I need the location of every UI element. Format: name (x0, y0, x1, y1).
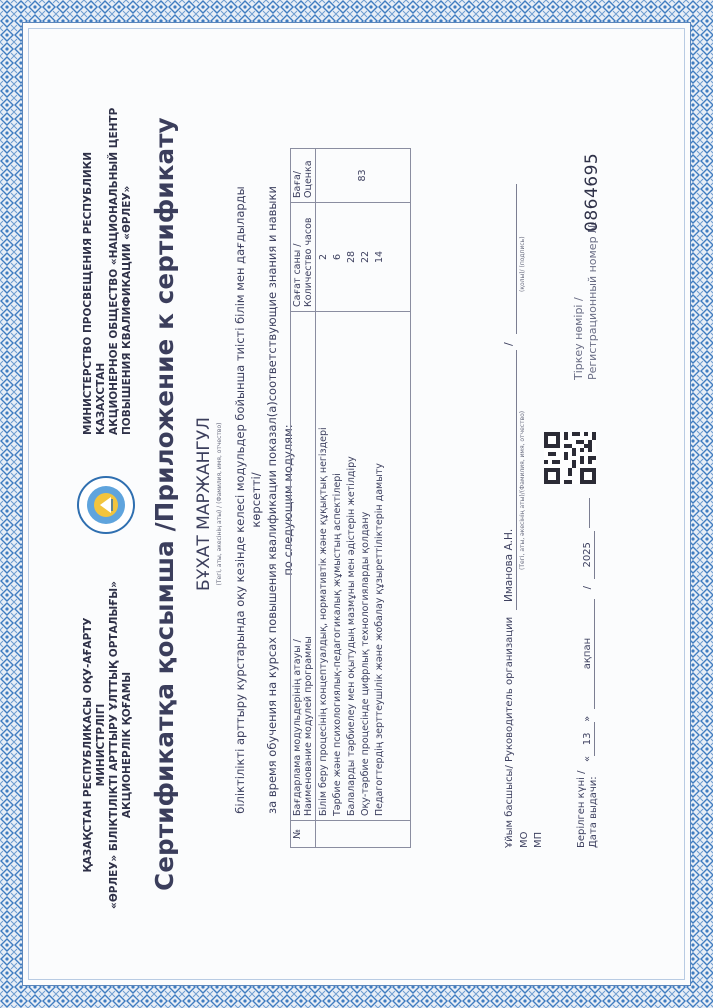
module-cell (315, 312, 410, 821)
col-grade-header-ru: Оценка (302, 160, 314, 198)
col-module-header-kz: Бағдарлама модульдерінің атауы / (291, 639, 303, 816)
col-grade-header (290, 149, 315, 203)
hours-cell (315, 203, 410, 312)
issue-date-label (576, 771, 600, 848)
recipient-name: БҰХАТ МАРЖАНГУЛ (193, 417, 214, 591)
col-module-header-ru: Наименование модулей программы (302, 636, 314, 816)
header-left-line: ҚАЗАҚСТАН РЕСПУБЛИКАСЫ ОҚУ-АҒАРТУ МИНИСТРЛІГІ (81, 617, 107, 873)
intro-text (232, 160, 296, 840)
signature-slash: / (501, 342, 515, 346)
col-hours-header (290, 203, 315, 312)
module-hours: 28 (345, 250, 357, 264)
col-hours-header-kz: Сағат саны / (291, 243, 303, 307)
col-no-header: № (290, 821, 315, 848)
issue-date-label-kz: Берілген күні / (575, 770, 587, 848)
intro-line: по следующим модулям: (280, 424, 295, 576)
qr-code-icon (544, 432, 596, 484)
certificate-content (72, 68, 642, 940)
module-name: Педагогтердің зерттеушілік және жобалау құзыреттіліктерін дамыту (373, 463, 385, 816)
header-right-line: АКЦИОНЕРНОЕ ОБЩЕСТВО «НАЦИОНАЛЬНЫЙ ЦЕНТР (107, 107, 120, 435)
issue-month: ақпан (582, 599, 595, 709)
issue-date-label-ru: Дата выдачи: (587, 776, 599, 848)
module-name: Тәрбие және психологиялық-педагогикалық жұмыстың аспектілері (331, 473, 343, 816)
col-hours-header-ru: Количество часов (302, 217, 314, 307)
registration-number: 0864695 (581, 152, 602, 232)
module-hours: 22 (359, 250, 371, 264)
issue-day: 13 (582, 722, 595, 756)
header-right-line: МИНИСТЕРСТВО ПРОСВЕЩЕНИЯ РЕСПУБЛИКИ КАЗАХСТАН (81, 151, 107, 435)
module-hours: 6 (331, 253, 343, 261)
modules-table (290, 148, 411, 848)
no-cell (315, 821, 410, 848)
module-name: Білім беру процесінің концептуалдық, нормативтік және құқықтық негіздері (317, 427, 329, 816)
stamp-label-kz: МО (518, 831, 530, 848)
col-module-header (290, 312, 315, 821)
signature-line (502, 184, 517, 334)
header-left-line: «ӨРЛЕУ» БІЛІКТІЛІКТІ АРТТЫРУ ҰЛТТЫҚ ОРТАЛЫҒЫ» (107, 581, 120, 909)
intro-line: біліктілікті арттыру курстарында оқу кезінде келесі модульдер бойынша тиісті білім мен дағдыларды көрсетті/ (232, 186, 263, 814)
signature-name-caption: (Тегі, аты, әкесінің аты)/(Фамилия, имя, отчество) (518, 410, 526, 570)
grade-value: 83 (356, 169, 368, 182)
document-title: Сертификатқа қосымша /Приложение к сертификату (149, 117, 179, 891)
module-name: Оқу-тәрбие процесінде цифрлық технологияларды қолдану (359, 511, 371, 816)
registration-label (572, 222, 600, 381)
module-hours: 2 (317, 253, 329, 261)
intro-line: за время обучения на курсах повышения квалификации показал(а)соответствующие знания и навыки (264, 186, 279, 814)
col-grade-header-kz: Баға/ (291, 171, 303, 198)
table-header-row (290, 149, 315, 848)
issue-year: 2025 (582, 531, 595, 579)
stamp-label-ru: МП (532, 831, 544, 848)
signature-label: Ұйым басшысы/ Руководитель организации (503, 616, 515, 848)
orleu-logo-icon (76, 475, 136, 535)
header-left (82, 580, 134, 910)
module-name: Балаларды тәрбиелеу мен оқытудың мазмұны мен әдістерін жетілдіру (345, 456, 357, 816)
recipient-caption: (Тегі, аты, әкесінің аты) / (Фамилия, имя, отчество) (215, 422, 223, 586)
module-hours: 14 (373, 250, 385, 264)
table-body-row (315, 149, 410, 848)
issue-date: «13» ақпан / 2025 (582, 498, 595, 762)
header-right-line: ПОВЫШЕНИЯ КВАЛИФИКАЦИИ «ӨРЛЕУ» (120, 185, 133, 435)
signature-name-line (502, 350, 517, 610)
signature-caption: (қолы)/ (подпись) (518, 236, 526, 292)
registration-label-ru: Регистрационный номер № (585, 221, 599, 380)
header-right (82, 95, 134, 435)
grade-cell (315, 149, 410, 203)
signature-name: Иманова А.Н. (502, 528, 515, 602)
header-left-line: АКЦИОНЕРЛІК ҚОҒАМЫ (120, 671, 133, 819)
registration-label-kz: Тіркеу нөмірі / (571, 297, 585, 380)
